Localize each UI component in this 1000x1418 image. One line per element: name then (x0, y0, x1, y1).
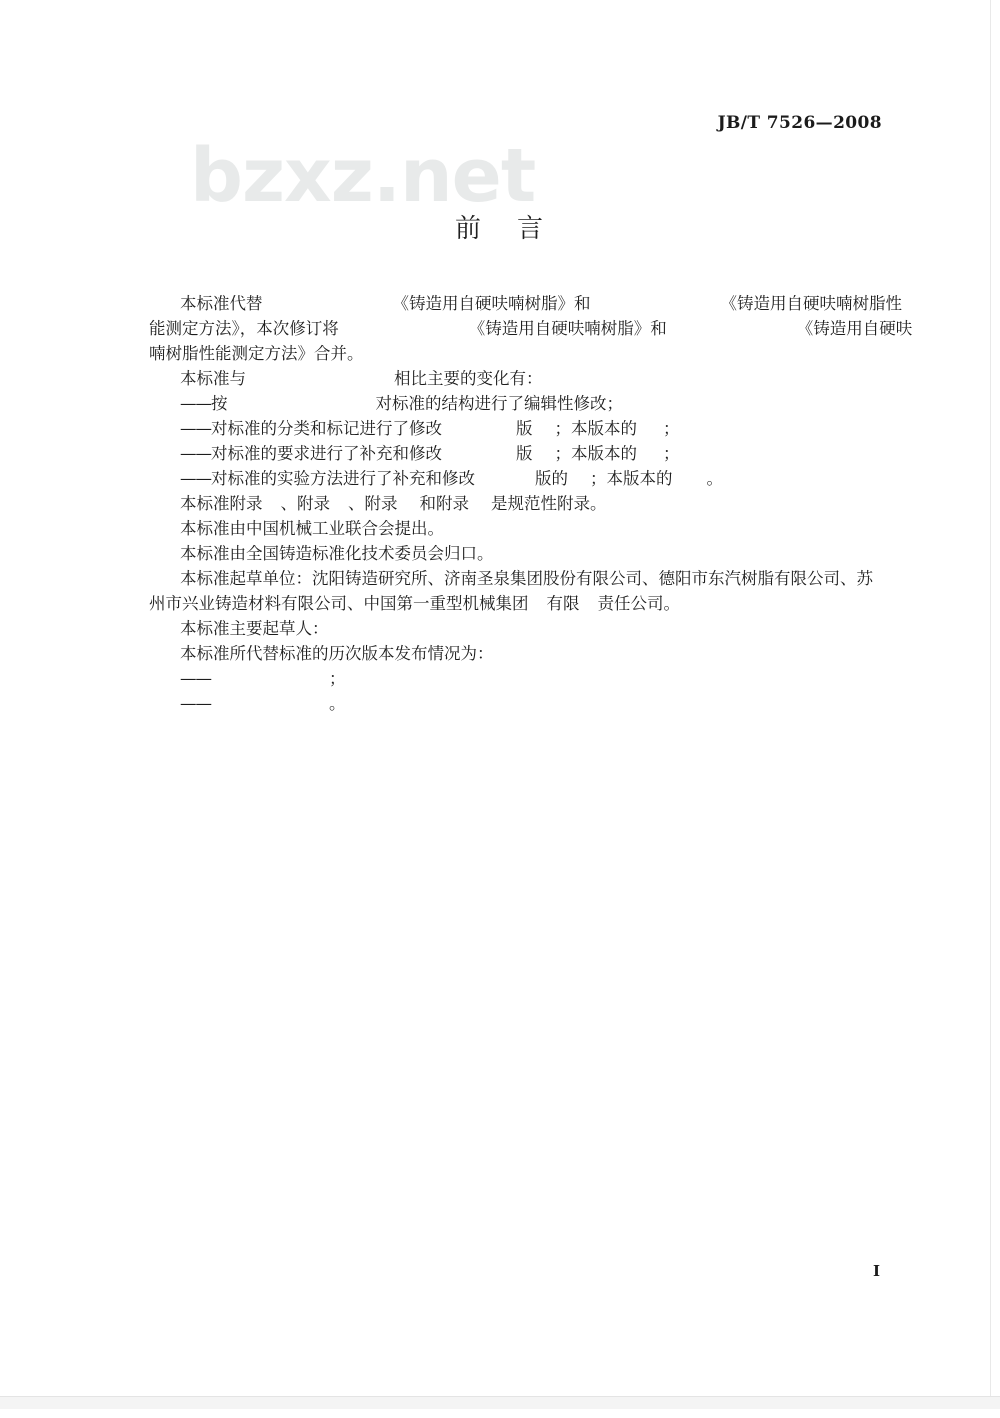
history-item-2-text: 。 (329, 694, 346, 713)
change-item-2-text-b: 版 (516, 419, 533, 438)
history-intro-text: 本标准所代替标准的历次版本发布情况为： (180, 644, 494, 663)
administered-by-text: 本标准由全国铸造标准化技术委员会归口。 (180, 544, 494, 563)
em-dash-marker: —— (180, 694, 211, 713)
em-dash-marker: —— (180, 669, 211, 688)
change-item-2-text-a: 对标准的分类和标记进行了修改 (211, 419, 442, 438)
change-item-3-text-d: ； (663, 444, 680, 463)
page-number: I (872, 1262, 880, 1280)
change-item-3-text-b: 版 (516, 444, 533, 463)
history-intro-statement (149, 641, 889, 666)
change-item-2 (149, 416, 889, 441)
drafting-units-text-2c: 责任公司。 (597, 594, 680, 613)
paragraph-replaces-line-2 (149, 316, 913, 341)
page-title-char-2: 言 (517, 214, 546, 244)
change-item-1-text-a: 按 (211, 394, 228, 413)
history-item-1 (149, 666, 889, 691)
annex-text-b: 、附录 (280, 494, 330, 513)
proposed-by-statement (149, 516, 889, 541)
changes-intro-a: 本标准与 (180, 369, 246, 388)
foreword-body (149, 291, 913, 716)
change-item-3-text-a: 对标准的要求进行了补充和修改 (211, 444, 442, 463)
change-item-4-text-b: 版的 (535, 469, 568, 488)
changes-intro-b: 相比主要的变化有： (394, 369, 543, 388)
change-item-4-text-a: 对标准的实验方法进行了补充和修改 (211, 469, 475, 488)
page-title-char-1: 前 (454, 214, 483, 244)
replaces-text-e: 《铸造用自硬呋喃树脂》和 (468, 319, 667, 338)
replaces-text-d: 能测定方法》，本次修订将 (149, 319, 339, 338)
history-item-1-text: ； (329, 669, 346, 688)
administered-by-statement (149, 541, 889, 566)
drafting-units-text-1: 本标准起草单位：沈阳铸造研究所、济南圣泉集团股份有限公司、德阳市东汽树脂有限公司、苏 (180, 569, 873, 588)
page-edge-shadow (0, 1397, 1000, 1409)
change-item-4-text-d: 。 (706, 469, 723, 488)
standard-number-header: JB/T 7526—2008 (717, 113, 882, 133)
change-item-1 (149, 391, 889, 416)
annex-statement (149, 491, 889, 516)
change-item-4 (149, 466, 889, 491)
site-watermark: bzxz.net (190, 133, 536, 219)
main-drafters-text: 本标准主要起草人： (180, 619, 329, 638)
replaces-text-a: 本标准代替 (180, 294, 263, 313)
annex-text-e: 是规范性附录。 (491, 494, 607, 513)
annex-text-d: 和附录 (419, 494, 469, 513)
page-title (0, 208, 1000, 245)
drafting-units-line-2 (149, 591, 889, 616)
annex-text-a: 本标准附录 (180, 494, 263, 513)
change-item-2-text-d: ； (663, 419, 680, 438)
em-dash-marker: —— (180, 469, 211, 488)
drafting-units-line-1 (149, 566, 889, 591)
change-item-3 (149, 441, 889, 466)
replaces-text-b: 《铸造用自硬呋喃树脂》和 (392, 294, 591, 313)
change-item-1-text-b: 对标准的结构进行了编辑性修改； (375, 394, 623, 413)
paragraph-changes-intro (149, 366, 889, 391)
em-dash-marker: —— (180, 419, 211, 438)
replaces-text-c: 《铸造用自硬呋喃树脂性 (720, 294, 902, 313)
em-dash-marker: —— (180, 394, 211, 413)
em-dash-marker: —— (180, 444, 211, 463)
drafting-units-text-2a: 州市兴业铸造材料有限公司、中国第一重型机械集团 (149, 594, 529, 613)
paragraph-replaces-line-1 (149, 291, 902, 316)
change-item-2-text-c: ；本版本的 (554, 419, 637, 438)
history-item-2 (149, 691, 889, 716)
paragraph-replaces-line-3 (149, 341, 889, 366)
main-drafters-statement (149, 616, 889, 641)
change-item-4-text-c: ；本版本的 (590, 469, 673, 488)
annex-text-c: 、附录 (348, 494, 398, 513)
change-item-3-text-c: ；本版本的 (554, 444, 637, 463)
replaces-text-f: 《铸造用自硬呋 (796, 319, 913, 338)
proposed-by-text: 本标准由中国机械工业联合会提出。 (180, 519, 444, 538)
drafting-units-text-2b: 有限 (546, 594, 580, 613)
replaces-text-g: 喃树脂性能测定方法》合并。 (149, 344, 364, 363)
